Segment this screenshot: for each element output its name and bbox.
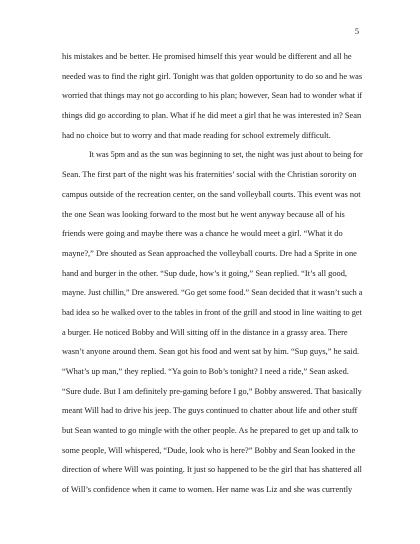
text-line: his mistakes and be better. He promised himself this year would be different and all he — [62, 52, 352, 61]
text-line: a burger. He noticed Bobby and Will sitting off in the distance in a grassy area. There — [62, 327, 348, 337]
text-line: things did go according to plan. What if he did meet a girl that he was interested in? Sean — [62, 111, 362, 121]
text-line: bad idea so he walked over to the tables in front of the grill and stood in line waiting to get — [62, 307, 362, 317]
text-line: the one Sean was looking forward to the most but he went anyway because all of his — [62, 209, 345, 219]
text-line: direction of where Will was pointing. It just so happened to be the girl that has shattered all — [62, 465, 362, 475]
text-line: had no choice but to worry and that made reading for school extremely difficult. — [62, 130, 331, 140]
text-line: Sean. The first part of the night was his fraternities’ social with the Christian sorority on — [62, 170, 357, 180]
text-line: of Will’s confidence when it came to women. Her name was Liz and she was currently — [62, 485, 353, 495]
text-line: campus outside of the recreation center, on the sand volleyball courts. This event was not — [62, 189, 361, 199]
text-line: mayne. Just chillin,” Dre answered. “Go get some food.” Sean decided that it wasn’t such a — [62, 288, 363, 298]
page-number: 5 — [354, 27, 359, 36]
text-line: mayne?,” Dre shouted as Sean approached the volleyball courts. Dre had a Sprite in one — [62, 248, 357, 258]
text-line: “What’s up man,” they replied. “Ya goin to Bob’s tonight? I need a ride,” Sean asked. — [62, 367, 349, 376]
text-line: worried that things may not go according to his plan; however, Sean had to wonder what if — [62, 91, 363, 101]
body-text — [62, 47, 362, 500]
text-line: but Sean wanted to go mingle with the other people. As he prepared to get up and talk to — [62, 426, 359, 436]
text-line: “Sure dude. But I am definitely pre-gaming before I go,” Bobby answered. That basically — [62, 386, 362, 396]
text-line: needed was to find the right girl. Tonight was that golden opportunity to do so and he was — [62, 71, 363, 81]
text-line: wasn’t anyone around them. Sean got his food and went sat by him. “Sup guys,” he said. — [62, 347, 360, 357]
text-line: hand and burger in the other. “Sup dude, how’s it going,” Sean replied. “It’s all good, — [62, 268, 348, 278]
text-line: some people, Will whispered, “Dude, look who is here?” Bobby and Sean looked in the — [62, 445, 356, 455]
text-line: meant Will had to drive his jeep. The guys continued to chatter about life and other stuff — [62, 406, 358, 416]
text-line: It was 5pm and as the sun was beginning to set, the night was just about to being for — [89, 150, 363, 160]
text-line: friends were going and maybe there was a chance he would meet a girl. “What it do — [62, 229, 343, 239]
